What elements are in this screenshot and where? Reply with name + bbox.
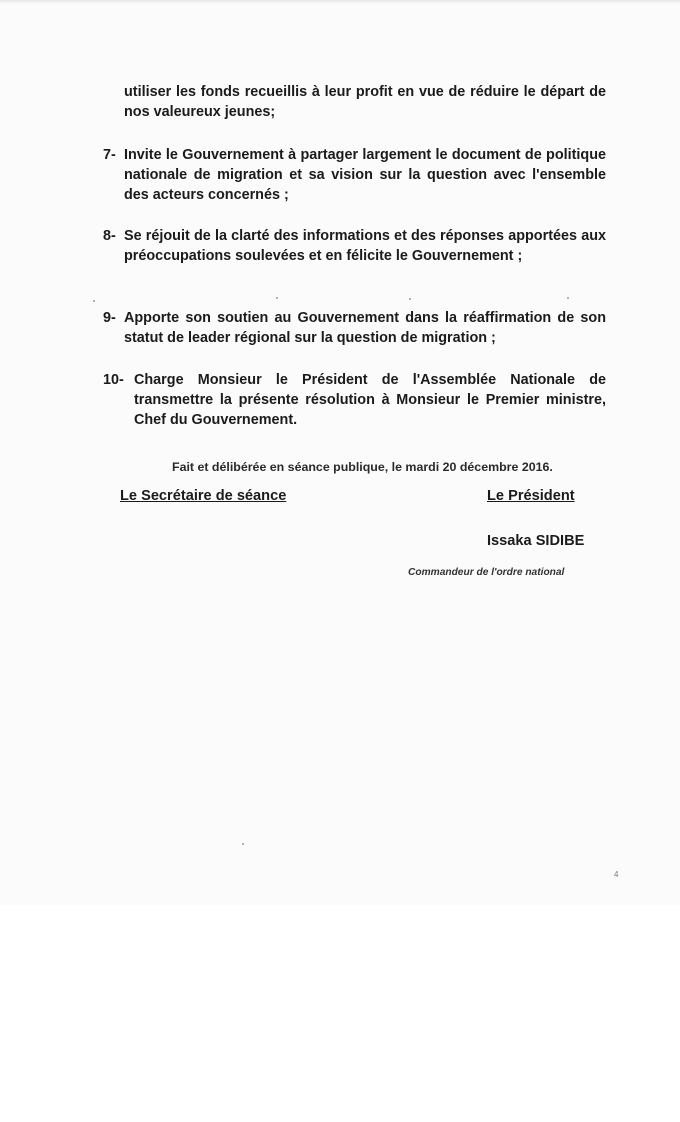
resolution-item-9 [103, 308, 606, 348]
president-name: Issaka SIDIBE [487, 533, 585, 549]
resolution-item-7 [103, 145, 606, 205]
scan-speck [242, 843, 244, 845]
item-text: Apporte son soutien au Gouvernement dans la réaffirmation de son statut de leader régional sur la question de migration ; [124, 310, 606, 346]
item-text: Charge Monsieur le Président de l'Assemblée Nationale de transmettre la présente résolution à Monsieur le Premier ministre, Chef du Gouvernement. [134, 372, 606, 428]
scan-speck [93, 300, 95, 302]
closing-statement: Fait et délibérée en séance publique, le mardi 20 décembre 2016. [172, 460, 553, 474]
resolution-item-8 [103, 226, 606, 266]
president-title: Commandeur de l'ordre national [408, 567, 565, 578]
item-number: 7- [103, 147, 116, 163]
page-number: 4 [614, 870, 619, 879]
item-number: 8- [103, 228, 116, 244]
item-number: 10- [103, 372, 124, 388]
item-text: Se réjouit de la clarté des informations et des réponses apportées aux préoccupations soulevées et en félicite le Gouvernement ; [124, 228, 606, 264]
scan-speck [276, 297, 278, 299]
scan-speck [409, 298, 411, 300]
scan-speck [567, 297, 569, 299]
item-text: Invite le Gouvernement à partager largement le document de politique nationale de migration et sa vision sur la question avec l'ensemble des acteurs concernés ; [124, 147, 606, 203]
scan-shadow [0, 0, 680, 4]
secretary-signature-label: Le Secrétaire de séance [120, 488, 287, 504]
item-number: 9- [103, 310, 116, 326]
resolution-item-10 [103, 370, 606, 430]
continuation-paragraph: utiliser les fonds recueillis à leur profit en vue de réduire le départ de nos valeureux jeunes; [124, 84, 606, 120]
president-signature-label: Le Président [487, 488, 575, 504]
